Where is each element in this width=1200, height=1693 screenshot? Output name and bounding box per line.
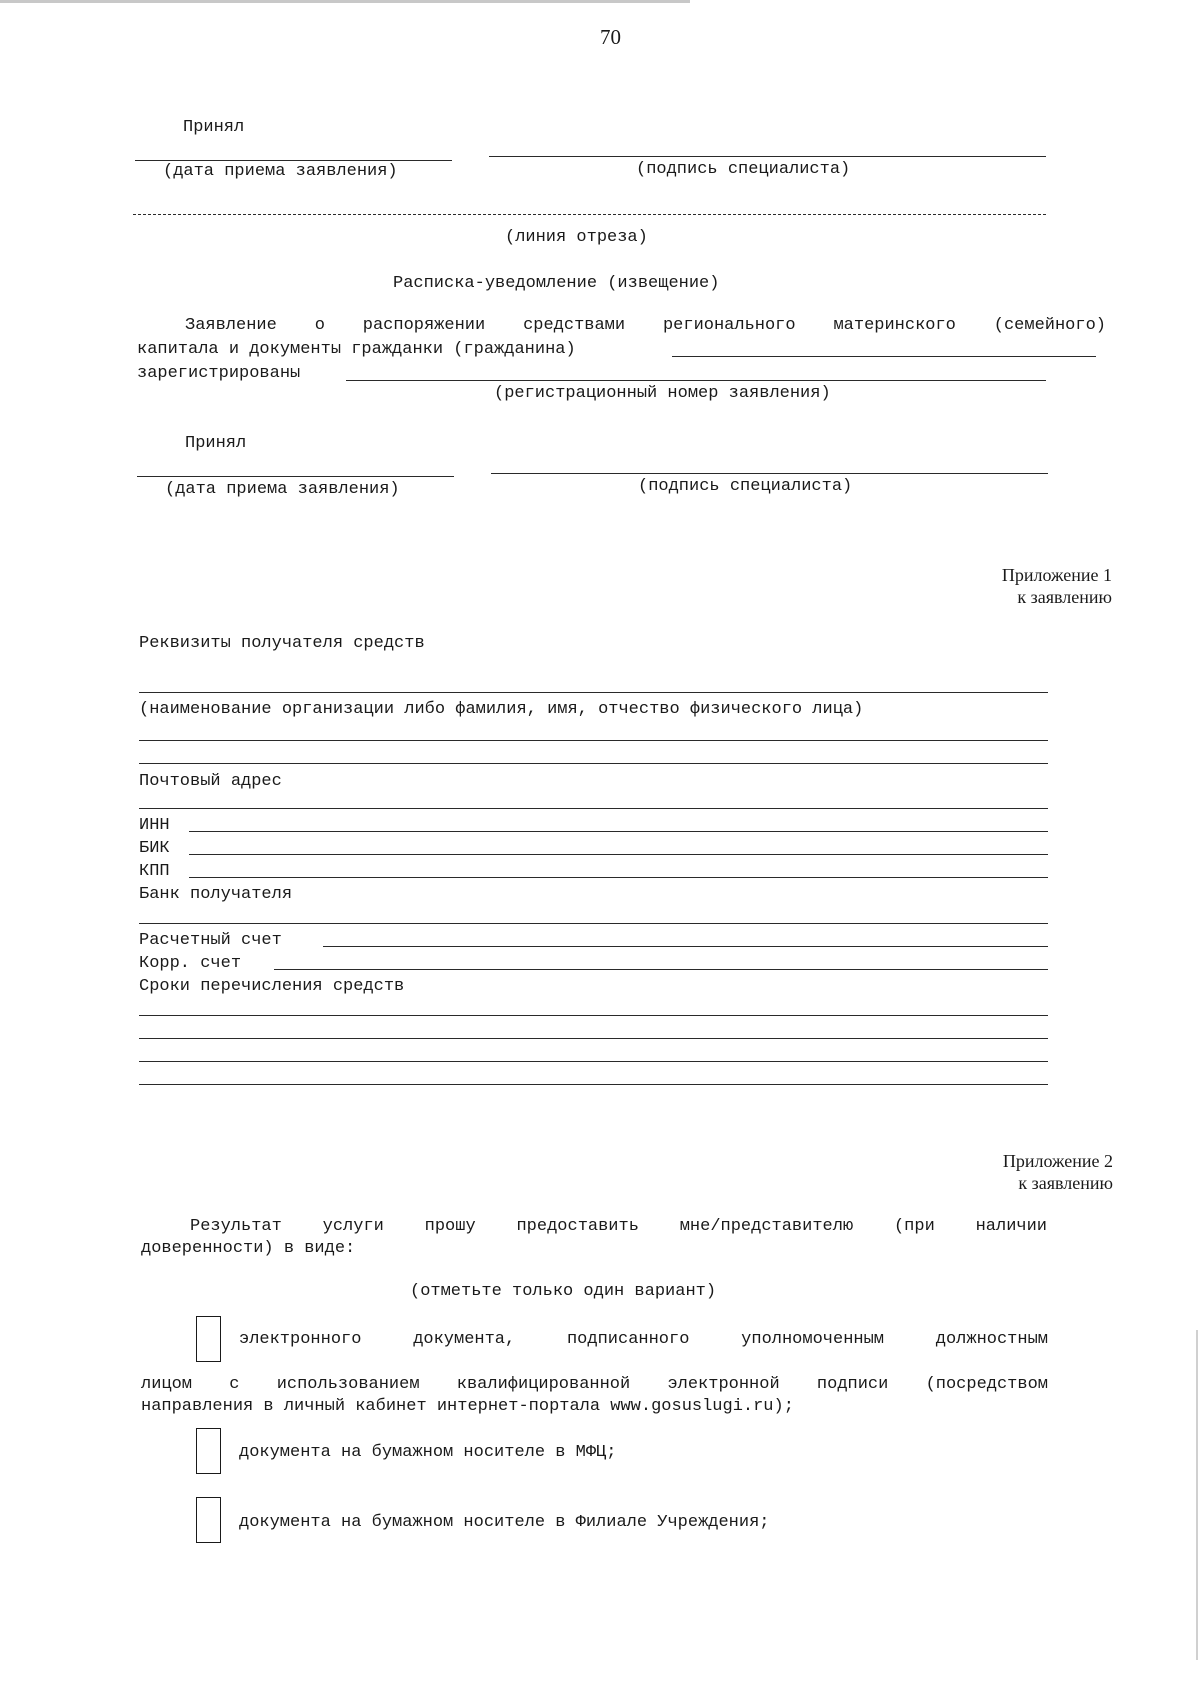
date-field-line[interactable] [135,160,452,161]
citizen-name-line[interactable] [672,356,1096,357]
kpp-field-line[interactable] [189,877,1048,878]
appendix2-heading-line1: Приложение 2 [1002,1151,1113,1171]
notice-text-line2: капитала и документы гражданки (гражданина) [137,340,576,359]
account-field-line[interactable] [323,946,1048,947]
result-intro-line1: Результат услуги прошу предоставить мне/представителю (при наличии [190,1217,1047,1236]
transfer-terms-line-2[interactable] [139,1038,1048,1039]
corr-account-label: Корр. счет [139,954,242,973]
inn-field-line[interactable] [189,831,1048,832]
appendix2-heading-line2: к заявлению [1018,1173,1113,1193]
appendix1-heading-line2: к заявлению [1017,587,1112,607]
registration-number-line[interactable] [346,380,1046,381]
scan-edge-artifact [0,0,690,3]
scan-edge-artifact-right [1196,1330,1198,1660]
option-mfc-label: документа на бумажном носителе в МФЦ; [239,1443,617,1462]
option-branch-checkbox[interactable] [196,1497,221,1543]
recipient-bank-label: Банк получателя [139,885,293,904]
choose-one-caption: (отметьте только один вариант) [410,1282,717,1301]
cut-line [133,214,1046,215]
accepted-label: Принял [183,118,245,137]
date-field-line-2[interactable] [137,476,454,477]
notice-title: Расписка-уведомление (извещение) [393,274,720,293]
signature-caption: (подпись специалиста) [636,160,851,179]
option-branch-label: документа на бумажном носителе в Филиале Учреждения; [239,1513,770,1532]
cut-line-caption: (линия отреза) [505,228,648,247]
recipient-extra-line-2[interactable] [139,763,1048,764]
kpp-label: КПП [139,862,170,881]
appendix1-heading-line1: Приложение 1 [1001,565,1112,585]
bik-field-line[interactable] [189,854,1048,855]
bik-label: БИК [139,839,170,858]
recipient-details-title: Реквизиты получателя средств [139,634,425,653]
option-electronic-line1: электронного документа, подписанного уполномоченным должностным [239,1330,1048,1349]
transfer-terms-label: Сроки перечисления средств [139,977,405,996]
recipient-bank-line[interactable] [139,923,1048,924]
recipient-extra-line-1[interactable] [139,740,1048,741]
signature-caption-2: (подпись специалиста) [638,477,853,496]
option-electronic-line2: лицом с использованием квалифицированной электронной подписи (посредством [141,1375,1048,1394]
account-label: Расчетный счет [139,931,282,950]
signature-field-line[interactable] [489,156,1046,157]
postal-address-line[interactable] [139,808,1048,809]
recipient-name-line[interactable] [139,692,1048,693]
transfer-terms-line-4[interactable] [139,1084,1048,1085]
option-mfc-checkbox[interactable] [196,1428,221,1474]
date-caption: (дата приема заявления) [163,162,398,181]
option-electronic-line3: направления в личный кабинет интернет-портала www.gosuslugi.ru); [141,1397,794,1416]
page-number: 70 [600,25,621,49]
signature-field-line-2[interactable] [491,473,1048,474]
notice-text-line1: Заявление о распоряжении средствами регионального материнского (семейного) [185,316,1106,335]
registration-number-caption: (регистрационный номер заявления) [494,384,831,403]
notice-text-line3: зарегистрированы [137,364,301,383]
result-intro-line2: доверенности) в виде: [141,1239,356,1258]
corr-account-field-line[interactable] [274,969,1048,970]
accepted-label-2: Принял [185,434,247,453]
transfer-terms-line-3[interactable] [139,1061,1048,1062]
transfer-terms-line-1[interactable] [139,1015,1048,1016]
postal-address-label: Почтовый адрес [139,772,282,791]
date-caption-2: (дата приема заявления) [165,480,400,499]
option-electronic-checkbox[interactable] [196,1316,221,1362]
inn-label: ИНН [139,816,170,835]
recipient-name-caption: (наименование организации либо фамилия, имя, отчество физического лица) [139,700,864,719]
